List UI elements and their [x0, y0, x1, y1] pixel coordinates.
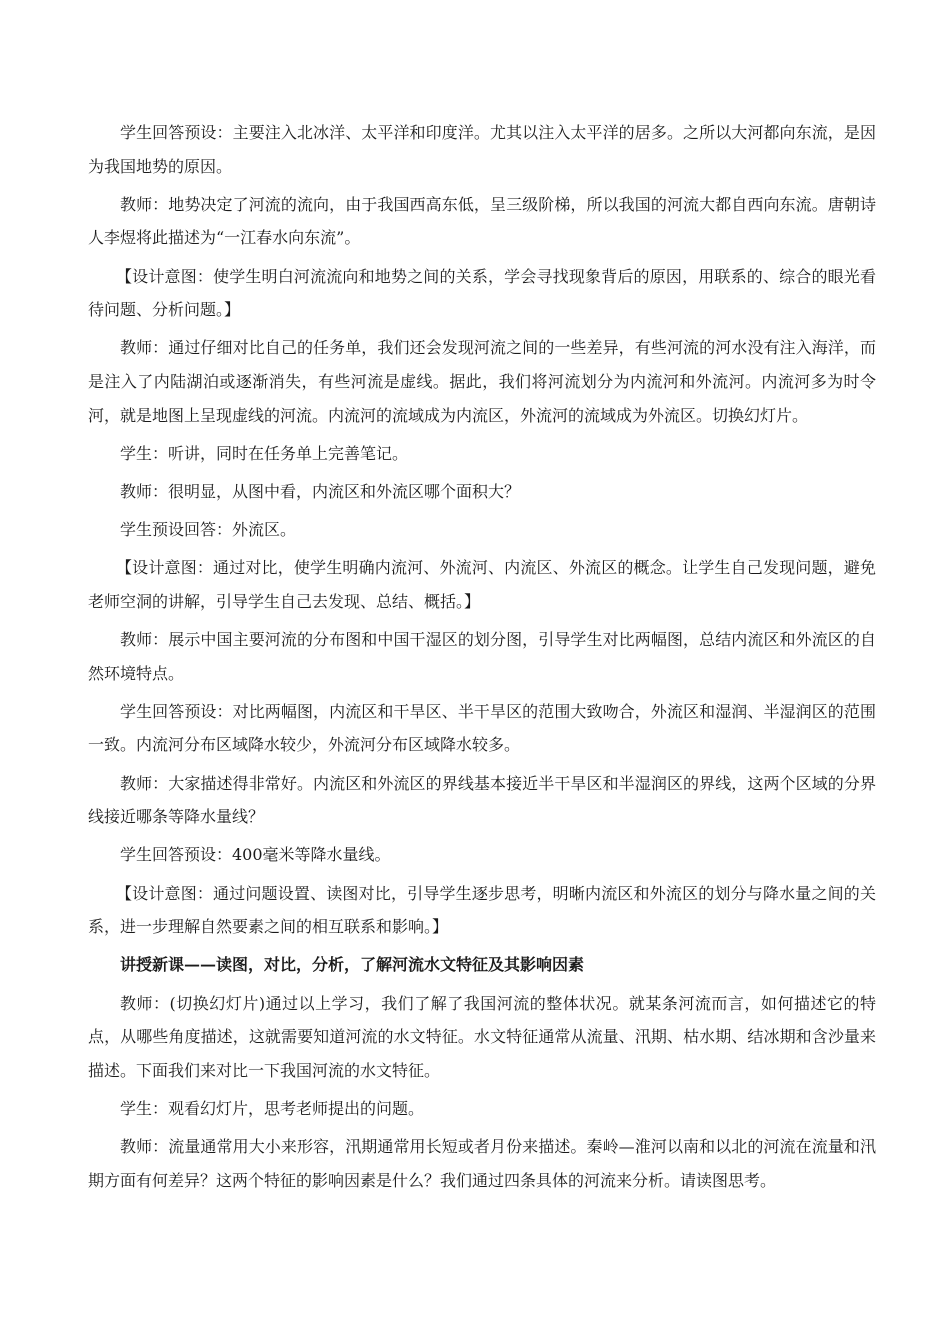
document-page	[88, 116, 876, 1202]
student-answer-paragraph: 学生回答预设：主要注入北冰洋、太平洋和印度洋。尤其以注入太平洋的居多。之所以大河都向东流，是因为我国地势的原因。	[88, 123, 876, 176]
student-answer-paragraph: 学生预设回答：外流区。	[120, 520, 297, 540]
student-paragraph: 学生：听讲，同时在任务单上完善笔记。	[120, 443, 409, 463]
student-paragraph: 学生：观看幻灯片，思考老师提出的问题。	[120, 1098, 425, 1118]
teacher-paragraph: 教师：通过仔细对比自己的任务单，我们还会发现河流之间的一些差异，有些河流的河水没有注入海洋，而是注入了内陆湖泊或逐渐消失，有些河流是虚线。据此，我们将河流划分为内流河和外流河。内流河多为时令河，就是地图上呈现虚线的河流。内流河的流域成为内流区，外流河的流域成为外流区。切换幻灯片。	[88, 338, 876, 425]
student-answer-paragraph: 学生回答预设：400毫米等降水量线。	[120, 845, 391, 865]
teacher-paragraph: 教师：大家描述得非常好。内流区和外流区的界线基本接近半干旱区和半湿润区的界线，这两个区域的分界线接近哪条等降水量线？	[88, 773, 876, 827]
student-answer-paragraph: 学生回答预设：对比两幅图，内流区和干旱区、半干旱区的范围大致吻合，外流区和湿润、半湿润区的范围一致。内流河分布区域降水较少，外流河分布区域降水较多。	[88, 701, 876, 755]
design-intent-paragraph: 【设计意图：通过问题设置、读图对比，引导学生逐步思考，明晰内流区和外流区的划分与降水量之间的关系，进一步理解自然要素之间的相互联系和影响。】	[88, 883, 876, 937]
teacher-paragraph: 教师：展示中国主要河流的分布图和中国干湿区的划分图，引导学生对比两幅图，总结内流区和外流区的自然环境特点。	[88, 630, 876, 683]
teacher-paragraph: 教师：(切换幻灯片)通过以上学习，我们了解了我国河流的整体状况。就某条河流而言，如何描述它的特点，从哪些角度描述，这就需要知道河流的水文特征。水文特征通常从流量、汛期、枯水期、结冰期和含沙量来描述。下面我们来对比一下我国河流的水文特征。	[88, 993, 876, 1080]
design-intent-paragraph: 【设计意图：使学生明白河流流向和地势之间的关系，学会寻找现象背后的原因，用联系的、综合的眼光看待问题、分析问题。】	[88, 266, 876, 320]
teacher-paragraph: 教师：地势决定了河流的流向，由于我国西高东低，呈三级阶梯，所以我国的河流大都自西向东流。唐朝诗人李煜将此描述为“一江春水向东流”。	[88, 194, 876, 248]
teacher-paragraph: 教师：很明显，从图中看，内流区和外流区哪个面积大？	[120, 481, 521, 501]
design-intent-paragraph: 【设计意图：通过对比，使学生明确内流河、外流河、内流区、外流区的概念。让学生自己发现问题，避免老师空洞的讲解，引导学生自己去发现、总结、概括。】	[88, 558, 876, 611]
section-heading: 讲授新课——读图，对比，分析，了解河流水文特征及其影响因素	[120, 955, 585, 975]
teacher-paragraph: 教师：流量通常用大小来形容，汛期通常用长短或者月份来描述。秦岭—淮河以南和以北的河流在流量和汛期方面有何差异？这两个特征的影响因素是什么？我们通过四条具体的河流来分析。请读图思考。	[88, 1137, 876, 1190]
